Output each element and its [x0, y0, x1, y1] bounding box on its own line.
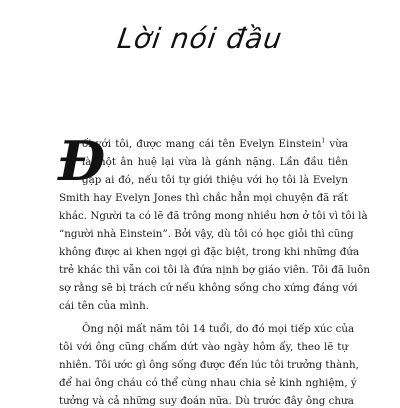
footnote-marker: 1	[321, 137, 326, 145]
text-line: tưởng và cả những suy đoán nữa. Dù trước đây ông chưa	[59, 395, 354, 407]
drop-cap: Đ	[58, 129, 106, 193]
text-line: Smith hay Evelyn Jones thì chắc hẳn mọi chuyện đã rất	[59, 192, 348, 204]
text-line: “người nhà Einstein”. Bởi vậy, dù tôi có học giỏi thì cũng	[59, 228, 354, 240]
text-line: để hai ông cháu có thể cùng nhau chia sẻ kinh nghiệm, ý	[59, 377, 357, 389]
text-line: khác. Người ta có lẽ đã trông mong nhiều hơn ở tôi vì tôi là	[59, 210, 368, 222]
text-line: Ông nội mất năm tôi 14 tuổi, do đó mọi tiếp xúc của	[82, 323, 355, 335]
text-line: là một ân huệ lại vừa là gánh nặng. Lần đầu tiên	[82, 156, 348, 168]
text-line: cái tên của mình.	[59, 300, 150, 312]
chapter-title: Lời nói đầu	[115, 22, 285, 55]
text-line: trẻ khác thì vẫn coi tôi là đứa nịnh bợ giáo viên. Tôi đã luôn	[59, 264, 371, 276]
text-line: tôi với ông cũng chấm dứt vào ngày hôm ấy, theo lẽ tự	[59, 341, 348, 353]
text-segment: vừa	[325, 138, 348, 150]
text-line	[82, 137, 348, 151]
text-segment: ối với tôi, được mang cái tên Evelyn Einstein	[82, 138, 322, 150]
text-line: không được ai khen ngợi gì đặc biệt, trong khi những đứa	[59, 246, 360, 258]
text-line: nhiên. Tôi ước gì ông sống được đến lúc tôi trưởng thành,	[59, 359, 359, 371]
text-line: sợ rằng sẽ bị trách cứ nếu không sống cho xứng đáng với	[59, 282, 358, 294]
text-line: gặp ai đó, nếu tôi tự giới thiệu với họ tôi là Evelyn	[82, 174, 348, 186]
